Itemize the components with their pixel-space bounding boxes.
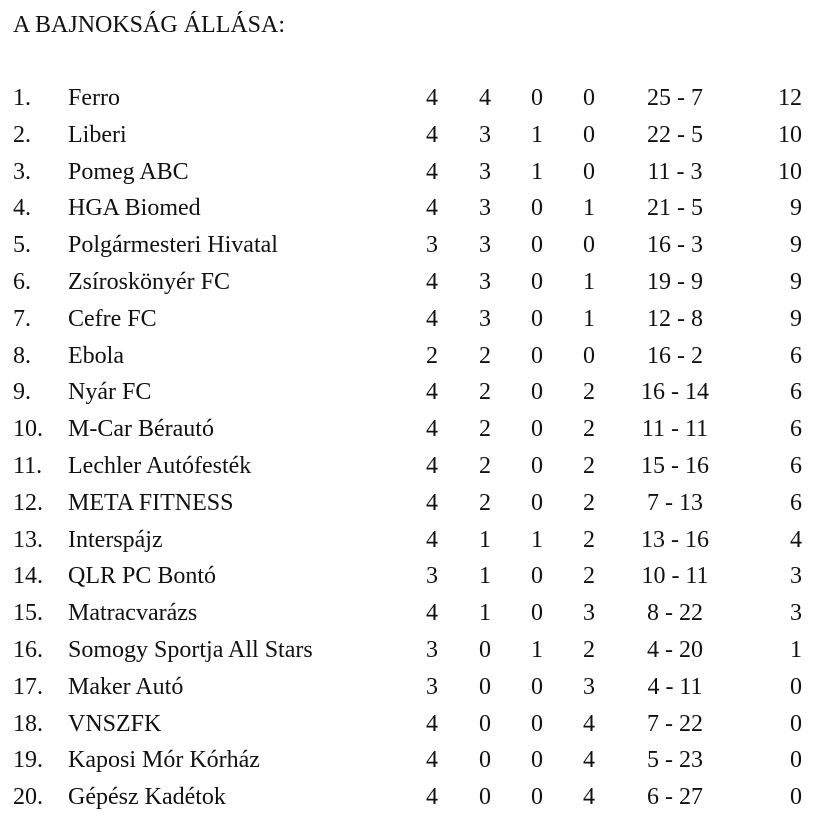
drawn-count: 0 [531, 563, 543, 590]
rank-cell: 6. [13, 268, 31, 295]
rank-cell: 13. [13, 526, 43, 553]
won-count: 0 [479, 784, 491, 811]
goal-ratio: 11 - 11 [641, 416, 709, 443]
team-name: Lechler Autófesték [68, 452, 252, 479]
won-count: 2 [479, 489, 491, 516]
points-total: 6 [790, 452, 802, 479]
won-count: 1 [479, 563, 491, 590]
lost-count: 1 [583, 195, 595, 222]
won-count: 4 [479, 85, 491, 111]
rank-cell: 11. [13, 452, 43, 479]
rank-cell: 2. [13, 121, 31, 148]
won-count: 0 [479, 710, 491, 737]
drawn-count: 0 [531, 305, 543, 332]
drawn-count: 0 [531, 747, 543, 774]
rank-cell: 15. [13, 600, 43, 627]
goal-ratio: 7 - 22 [647, 710, 703, 737]
drawn-count: 0 [531, 195, 543, 222]
won-count: 2 [479, 416, 491, 443]
goal-ratio: 25 - 7 [647, 85, 703, 111]
goal-ratio: 21 - 5 [647, 195, 703, 222]
drawn-count: 1 [531, 158, 543, 185]
lost-count: 3 [583, 600, 595, 627]
table-row [0, 669, 825, 706]
points-total: 10 [778, 158, 802, 185]
lost-count: 0 [583, 158, 595, 185]
goal-ratio: 5 - 23 [647, 747, 703, 774]
lost-count: 2 [583, 416, 595, 443]
lost-count: 0 [583, 121, 595, 148]
table-row [0, 706, 825, 743]
table-row [0, 190, 825, 227]
table-row [0, 117, 825, 154]
goal-ratio: 11 - 3 [647, 158, 703, 185]
table-row [0, 632, 825, 669]
table-row [0, 227, 825, 264]
won-count: 0 [479, 636, 491, 663]
won-count: 2 [479, 379, 491, 406]
table-row [0, 595, 825, 632]
drawn-count: 0 [531, 85, 543, 111]
goal-ratio: 10 - 11 [641, 563, 709, 590]
team-name: Matracvarázs [68, 600, 198, 627]
goal-ratio: 15 - 16 [641, 452, 709, 479]
lost-count: 2 [583, 526, 595, 553]
team-name: Liberi [68, 121, 127, 148]
points-total: 12 [778, 85, 802, 111]
drawn-count: 0 [531, 268, 543, 295]
points-total: 9 [790, 268, 802, 295]
rank-cell: 19. [13, 747, 43, 774]
rank-cell: 5. [13, 232, 31, 259]
table-row [0, 522, 825, 559]
lost-count: 2 [583, 452, 595, 479]
drawn-count: 0 [531, 379, 543, 406]
drawn-count: 1 [531, 636, 543, 663]
table-row [0, 154, 825, 191]
rank-cell: 16. [13, 636, 43, 663]
won-count: 1 [479, 600, 491, 627]
drawn-count: 1 [531, 526, 543, 553]
team-name: Ferro [68, 85, 120, 111]
lost-count: 4 [583, 747, 595, 774]
lost-count: 2 [583, 636, 595, 663]
played-count: 3 [426, 563, 438, 590]
table-row [0, 742, 825, 779]
table-row [0, 779, 825, 816]
rank-cell: 9. [13, 379, 31, 406]
lost-count: 2 [583, 379, 595, 406]
rank-cell: 10. [13, 416, 43, 443]
drawn-count: 0 [531, 600, 543, 627]
points-total: 9 [790, 195, 802, 222]
rank-cell: 14. [13, 563, 43, 590]
page-title: A BAJNOKSÁG ÁLLÁSA: [13, 12, 286, 38]
points-total: 9 [790, 232, 802, 259]
table-row [0, 264, 825, 301]
rank-cell: 8. [13, 342, 31, 369]
team-name: Zsíroskönyér FC [68, 268, 230, 295]
points-total: 0 [790, 784, 802, 811]
team-name: Somogy Sportja All Stars [68, 636, 313, 663]
table-row [0, 301, 825, 338]
won-count: 3 [479, 158, 491, 185]
points-total: 6 [790, 416, 802, 443]
played-count: 4 [426, 452, 438, 479]
table-row [0, 338, 825, 375]
lost-count: 2 [583, 489, 595, 516]
drawn-count: 0 [531, 416, 543, 443]
drawn-count: 1 [531, 121, 543, 148]
team-name: VNSZFK [68, 710, 162, 737]
played-count: 4 [426, 268, 438, 295]
points-total: 6 [790, 379, 802, 406]
team-name: Polgármesteri Hivatal [68, 232, 278, 259]
played-count: 4 [426, 526, 438, 553]
table-row [0, 80, 825, 117]
played-count: 4 [426, 710, 438, 737]
team-name: Nyár FC [68, 379, 152, 406]
team-name: META FITNESS [68, 489, 234, 516]
won-count: 0 [479, 747, 491, 774]
points-total: 0 [790, 710, 802, 737]
played-count: 3 [426, 673, 438, 700]
drawn-count: 0 [531, 342, 543, 369]
lost-count: 0 [583, 232, 595, 259]
rank-cell: 17. [13, 673, 43, 700]
drawn-count: 0 [531, 232, 543, 259]
points-total: 0 [790, 673, 802, 700]
team-name: M-Car Bérautó [68, 416, 214, 443]
won-count: 3 [479, 305, 491, 332]
points-total: 3 [790, 563, 802, 590]
points-total: 6 [790, 489, 802, 516]
won-count: 2 [479, 342, 491, 369]
goal-ratio: 16 - 3 [647, 232, 703, 259]
played-count: 2 [426, 342, 438, 369]
won-count: 3 [479, 268, 491, 295]
drawn-count: 0 [531, 489, 543, 516]
rank-cell: 1. [13, 85, 31, 111]
played-count: 4 [426, 489, 438, 516]
won-count: 3 [479, 232, 491, 259]
drawn-count: 0 [531, 710, 543, 737]
drawn-count: 0 [531, 452, 543, 479]
lost-count: 1 [583, 305, 595, 332]
points-total: 10 [778, 121, 802, 148]
played-count: 4 [426, 305, 438, 332]
lost-count: 1 [583, 268, 595, 295]
won-count: 3 [479, 195, 491, 222]
goal-ratio: 22 - 5 [647, 121, 703, 148]
team-name: Pomeg ABC [68, 158, 189, 185]
points-total: 3 [790, 600, 802, 627]
won-count: 1 [479, 526, 491, 553]
points-total: 6 [790, 342, 802, 369]
won-count: 2 [479, 452, 491, 479]
team-name: Interspájz [68, 526, 163, 553]
goal-ratio: 4 - 11 [647, 673, 703, 700]
rank-cell: 12. [13, 489, 43, 516]
drawn-count: 0 [531, 673, 543, 700]
goal-ratio: 16 - 14 [641, 379, 709, 406]
won-count: 0 [479, 673, 491, 700]
played-count: 3 [426, 232, 438, 259]
rank-cell: 3. [13, 158, 31, 185]
rank-cell: 18. [13, 710, 43, 737]
team-name: HGA Biomed [68, 195, 201, 222]
goal-ratio: 13 - 16 [641, 526, 709, 553]
rank-cell: 7. [13, 305, 31, 332]
played-count: 4 [426, 784, 438, 811]
lost-count: 4 [583, 784, 595, 811]
team-name: Ebola [68, 342, 124, 369]
goal-ratio: 12 - 8 [647, 305, 703, 332]
lost-count: 2 [583, 563, 595, 590]
lost-count: 0 [583, 85, 595, 111]
goal-ratio: 19 - 9 [647, 268, 703, 295]
played-count: 4 [426, 158, 438, 185]
goal-ratio: 7 - 13 [647, 489, 703, 516]
rank-cell: 20. [13, 784, 43, 811]
drawn-count: 0 [531, 784, 543, 811]
played-count: 4 [426, 747, 438, 774]
goal-ratio: 8 - 22 [647, 600, 703, 627]
table-row [0, 411, 825, 448]
lost-count: 3 [583, 673, 595, 700]
table-row [0, 374, 825, 411]
goal-ratio: 4 - 20 [647, 636, 703, 663]
won-count: 3 [479, 121, 491, 148]
points-total: 4 [790, 526, 802, 553]
played-count: 4 [426, 121, 438, 148]
table-row [0, 448, 825, 485]
played-count: 4 [426, 416, 438, 443]
table-row [0, 485, 825, 522]
goal-ratio: 6 - 27 [647, 784, 703, 811]
played-count: 3 [426, 636, 438, 663]
points-total: 0 [790, 747, 802, 774]
rank-cell: 4. [13, 195, 31, 222]
goal-ratio: 16 - 2 [647, 342, 703, 369]
played-count: 4 [426, 600, 438, 627]
played-count: 4 [426, 195, 438, 222]
standings-table [0, 80, 825, 816]
points-total: 9 [790, 305, 802, 332]
team-name: QLR PC Bontó [68, 563, 217, 590]
lost-count: 0 [583, 342, 595, 369]
lost-count: 4 [583, 710, 595, 737]
team-name: Maker Autó [68, 673, 184, 700]
played-count: 4 [426, 85, 438, 111]
points-total: 1 [790, 636, 802, 663]
team-name: Gépész Kadétok [68, 784, 226, 811]
table-row [0, 558, 825, 595]
played-count: 4 [426, 379, 438, 406]
team-name: Cefre FC [68, 305, 157, 332]
team-name: Kaposi Mór Kórház [68, 747, 260, 774]
